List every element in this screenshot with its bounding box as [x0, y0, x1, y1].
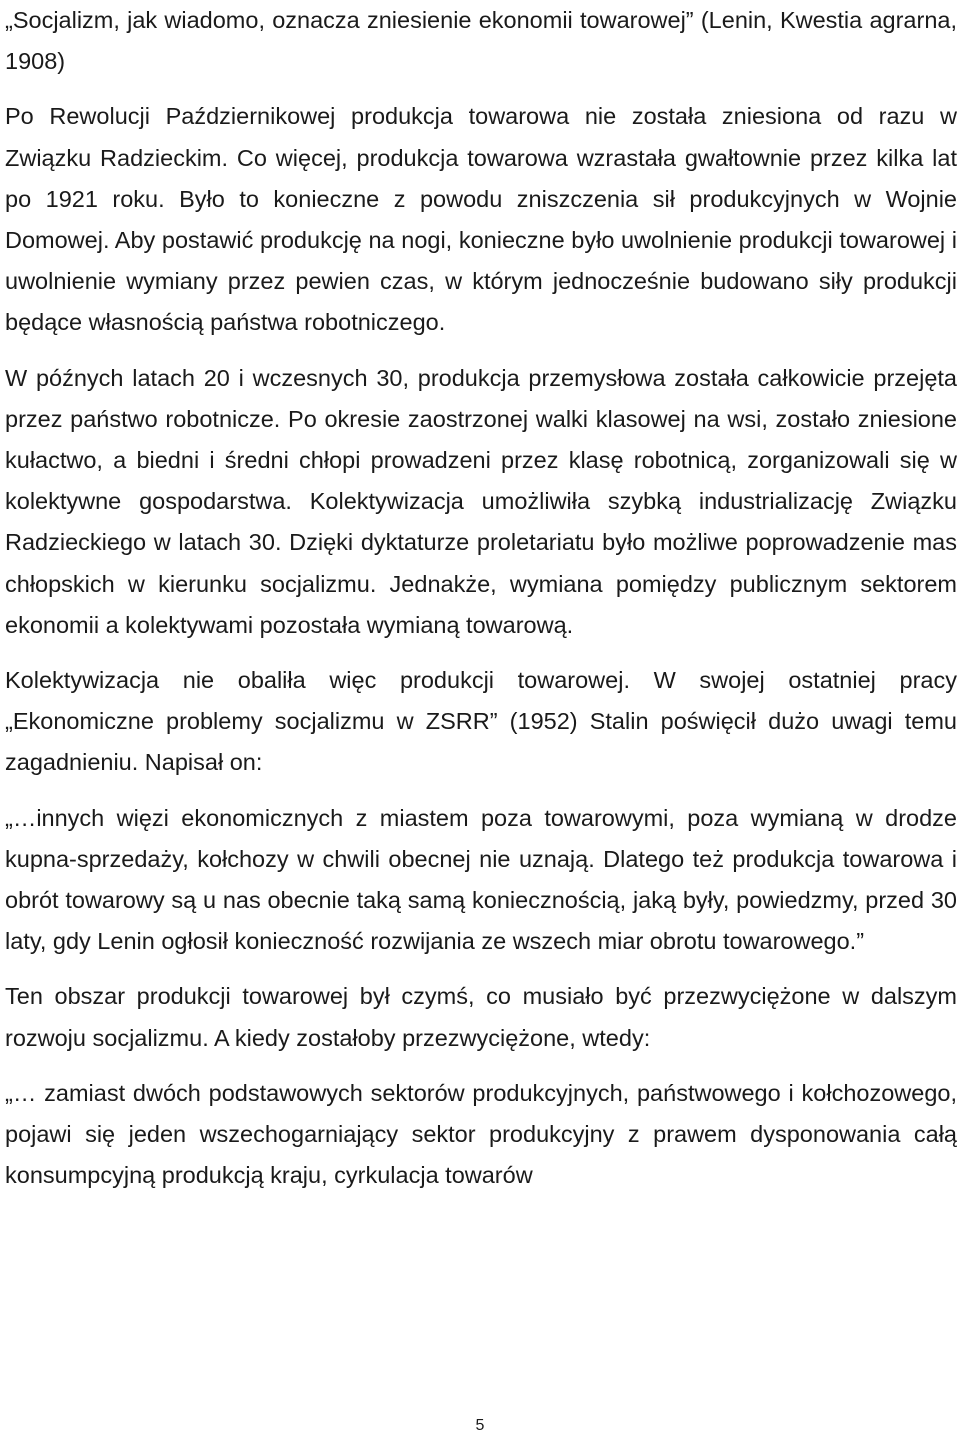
- page-number: 5: [475, 1417, 485, 1434]
- paragraph-final-quote: „… zamiast dwóch podstawowych sektorów produkcyjnych, państwowego i kołchozowego, pojawi się jeden wszechogarniający sektor produkcyjny z prawem dysponowania całą konsumpcyjną produkcją kraju, cyrkulacja towarów: [5, 1079, 957, 1189]
- paragraph-collectivization: W późnych latach 20 i wczesnych 30, produkcja przemysłowa została całkowicie przejęta przez państwo robotnicze. Po okresie zaostrzonej walki klasowej na wsi, zostało zniesione kułactwo, a biedni i średni chłopi prowadzeni przez klasę robotnicą, zorganizowali się w kolektywne gospodarstwa. Kolektywizacja umożliwiła szybką industrializację Związku Radzieckiego w latach 30. Dzięki dyktaturze proletariatu było możliwe poprowadzenie mas chłopskich w kierunku socjalizmu. Jednakże, wymiana pomiędzy publicznym sektorem ekonomii a kolektywami pozostała wymianą towarową.: [5, 364, 957, 638]
- paragraph-stalin-intro: Kolektywizacja nie obaliła więc produkcji towarowej. W swojej ostatniej pracy „Ekonomiczne problemy socjalizmu w ZSRR” (1952) Stalin poświęcił dużo uwagi temu zagadnieniu. Napisał on:: [5, 667, 957, 776]
- document-page: [5, 0, 957, 1196]
- paragraph-october-revolution: Po Rewolucji Październikowej produkcja towarowa nie została zniesiona od razu w Związku Radzieckim. Co więcej, produkcja towarowa wzrastała gwałtownie przez kilka lat po 1921 roku. Było to konieczne z powodu zniszczenia sił produkcyjnych w Wojnie Domowej. Aby postawić produkcję na nogi, konieczne było uwolnienie produkcji towarowej i uwolnienie wymiany przez pewien czas, w którym jednocześnie budowano siły produkcji będące własnością państwa robotniczego.: [5, 103, 957, 336]
- paragraph-overcoming: Ten obszar produkcji towarowej był czymś, co musiało być przezwyciężone w dalszym rozwoju socjalizmu. A kiedy zostałoby przezwyciężone, wtedy:: [5, 983, 957, 1051]
- paragraph-lenin-quote: „Socjalizm, jak wiadomo, oznacza zniesienie ekonomii towarowej” (Lenin, Kwestia agrarna, 1908): [5, 7, 957, 75]
- paragraph-stalin-quote: „…innych więzi ekonomicznych z miastem poza towarowymi, poza wymianą w drodze kupna-sprzedaży, kołchozy w chwili obecnej nie uznają. Dlatego też produkcja towarowa i obrót towarowy są u nas obecnie taką samą koniecznością, jaką były, powiedzmy, przed 30 laty, gdy Lenin ogłosił konieczność rozwijania ze wszech miar obrotu towarowego.”: [5, 804, 957, 955]
